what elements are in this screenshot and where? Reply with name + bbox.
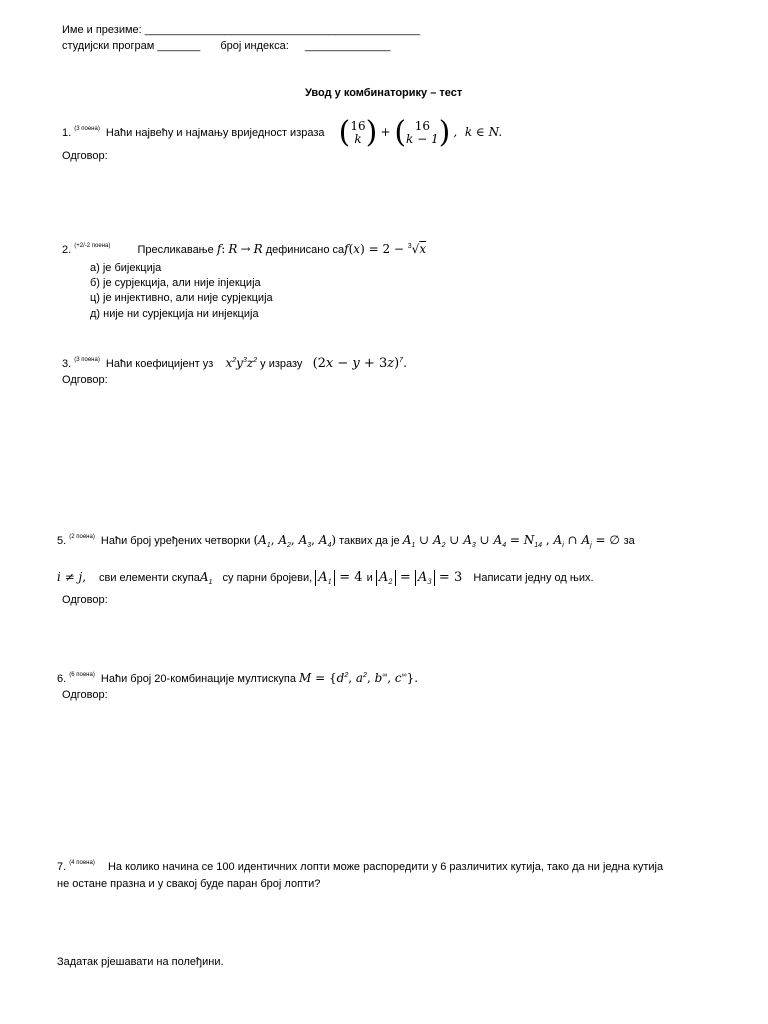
name-label: Име и презиме: [62,24,142,36]
option-b: б) је сурјекција, али није injeкција [90,277,261,289]
question-text-mid: таквих да је [339,535,400,547]
question-2: 2. $^{(+2/-2 поена)}$ Пресликавање f: R → R дефинисано саf(x) = 2 − $^3$√x [62,242,427,256]
question-5-line-2: i ≠ j, сви елементи скупаA$_1$ су парни бројеви, $A_1 = 4$ и $A_2 = A_3 = 3$ Написати једну од њих. [57,570,594,586]
question-5: 5. $^{(2 поена)}$ Наћи број уређених четворки ($A_1$, $A_2$, $A_3$, $A_4$) таквих да је $A_1$ ∪ $A_2$ ∪ $A_3$ ∪ $A_4 = N_{14}$ , $A_i$ ∩ $A_j$ = ∅ за [57,533,635,549]
program-line [62,40,391,52]
page-title: Увод у комбинаторику – тест [305,87,463,99]
program-label: студијски програм [62,40,155,52]
name-line [62,24,420,36]
question-3: 3. $^{(3 поена)}$ Наћи коефицијент уз $x^2y^3z^2$ у изразу $(2x - y + 3z)^7$. [62,356,407,371]
index-blank: ______________ [304,40,391,52]
question-points: (+2/-2 поена) [74,243,111,249]
binomial-16-k-minus-1: ( 16 k − 1) [394,115,451,150]
answer-label-3: Одговор: [62,374,108,386]
question-text-pre: Наћи коефицијент уз [105,358,214,370]
index-label: број индекса: [220,40,289,52]
answer-label-5: Одговор: [62,594,108,606]
option-d: д) није ни сурјекција ни инјекција [90,308,259,320]
question-points: (4 поена) [69,860,95,866]
question-number: 3. [62,358,72,370]
question-text-mid: у изразу [260,358,303,370]
program-blank: _______ [157,40,201,52]
option-c: ц) је инјективно, али није сурјекција [90,292,273,304]
question-text-and: и [366,572,373,584]
question-text-end: за [623,535,635,547]
question-text-line-2: не остане празна и у свакој буде паран број лопти? [57,878,321,890]
question-1: 1. $^{(3 поена)}$ Наћи највећу и најмању вриједност израза (16 k ) + ( 16 k − 1) , k ∈ N. [62,115,503,150]
question-number: 2. [62,244,72,256]
footer-note: Задатак рјешавати на полеђини. [57,956,224,968]
binomial-16-k: (16 k ) [338,115,378,150]
question-text-mid2: су парни бројеви, [222,572,313,584]
question-text-mid: дефинисано са [265,244,345,256]
answer-label-6: Одговор: [62,689,108,701]
question-text: Наћи највећу и најмању вриједност израза [105,126,325,139]
question-text-line-1: На колико начина се 100 идентичних лопти може распоредити у 6 различитих кутија, тако да ни једна кутија [107,861,664,873]
question-text-pre: Наћи број 20-комбинације мултискупа [100,673,296,685]
question-number: 5. [57,535,67,547]
question-6: 6. $^{(6 поена)}$ Наћи број 20-комбинације мултискупа $M = \{d^2$, $a^2$, b∞, c∞}. [57,671,419,685]
option-a: а) је бијекција [90,262,162,274]
question-text-end: Написати једну од њих. [473,572,594,584]
question-points: (2 поена) [69,534,95,540]
question-number: 7. [57,861,67,873]
question-number: 1. [62,126,72,139]
question-number: 6. [57,673,67,685]
question-points: (6 поена) [69,672,95,678]
question-text-pre: Пресликавање [137,244,214,256]
question-text-pre: Наћи број уређених четворки [100,535,251,547]
question-7 [57,860,663,873]
question-text-mid: сви елементи скупа [98,572,200,584]
question-points: (3 поена) [74,357,100,363]
question-points: (3 поена) [74,125,100,132]
answer-label-1: Одговор: [62,150,108,162]
name-blank: _____________________________________________ [144,24,421,36]
